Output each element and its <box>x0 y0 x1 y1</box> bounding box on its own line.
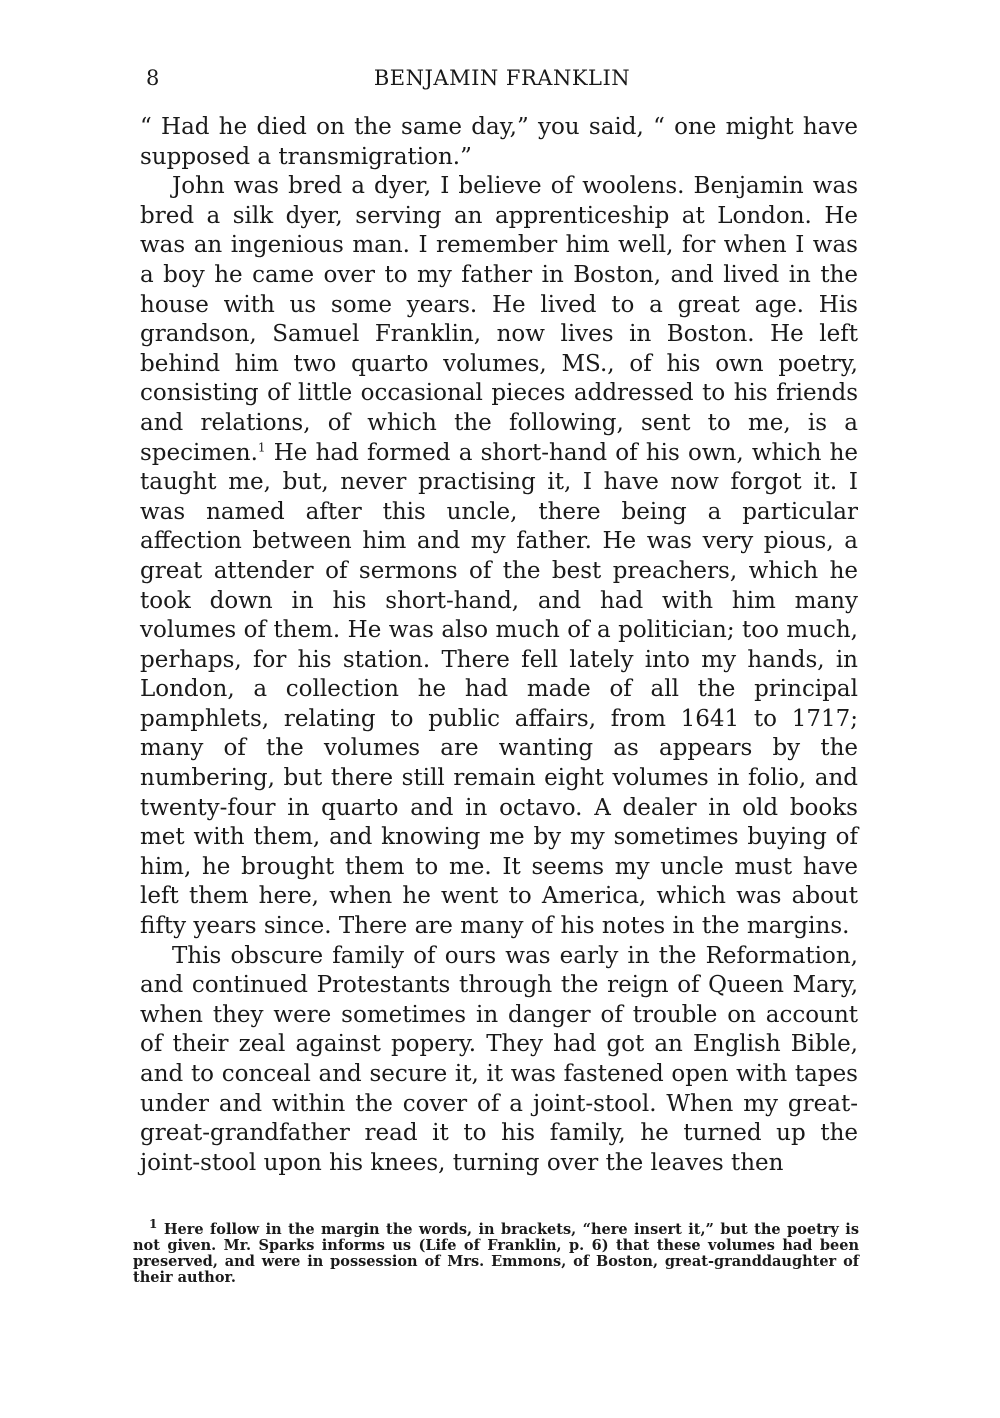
paragraph-2-part-2: He had formed a short-hand of his own, which he taught me, but, never practising it, I have now forgot it. I was named after this uncle, there being a particular affection between him and my father. He was very pious, a great attender of sermons of the best preachers, which he took down in his short-hand, and had with him many volumes of them. He was also much of a politician; too much, perhaps, for his station. There fell lately into my hands, in London, a collection he had made of all the principal pamphlets, relating to public affairs, from 1641 to 1717; many of the volumes are wanting as appears by the numbering, but there still remain eight volumes in folio, and twenty-four in quarto and in octavo. A dealer in old books met with them, and knowing me by my sometimes buying of him, he brought them to me. It seems my uncle must have left them here, when he went to America, which was about fifty years since. There are many of his notes in the margins. <box>140 439 858 940</box>
body-text <box>140 113 858 1178</box>
footnote-1 <box>133 1217 859 1286</box>
page-number: 8 <box>146 66 160 90</box>
footnote-reference: 1 <box>257 439 266 454</box>
paragraph-3: This obscure family of ours was early in the Reformation, and continued Protestants through the reign of Queen Mary, when they were sometimes in danger of trouble on account of their zeal against popery. They had got an English Bible, and to conceal and secure it, it was fastened open with tapes under and within the cover of a joint-stool. When my great-great-grandfather read it to his family, he turned up the joint-stool upon his knees, turning over the leaves then <box>140 942 858 1176</box>
footnote-marker: 1 <box>149 1217 158 1232</box>
footnote-text: Here follow in the margin the words, in brackets, “here insert it,” but the poetry is not given. Mr. Sparks informs us (Life of Franklin, p. 6) that these volumes had been preserved, and were in possession of Mrs. Emmons, of Boston, great-granddaughter of their author. <box>133 1221 859 1286</box>
paragraph-2 <box>140 172 858 941</box>
running-title: BENJAMIN FRANKLIN <box>373 66 631 90</box>
page-header <box>146 66 858 94</box>
paragraph-1: “ Had he died on the same day,” you said, “ one might have supposed a transmigration.” <box>140 114 858 170</box>
footnotes <box>133 1217 859 1286</box>
paragraph-2-part-1: John was bred a dyer, I believe of woolens. Benjamin was bred a silk dyer, serving an apprenticeship at London. He was an ingenious man. I remember him well, for when I was a boy he came over to my father in Boston, and lived in the house with us some years. He lived to a great age. His grandson, Samuel Franklin, now lives in Boston. He left behind him two quarto volumes, MS., of his own poetry, consisting of little occasional pieces addressed to his friends and relations, of which the following, sent to me, is a specimen. <box>140 173 858 466</box>
